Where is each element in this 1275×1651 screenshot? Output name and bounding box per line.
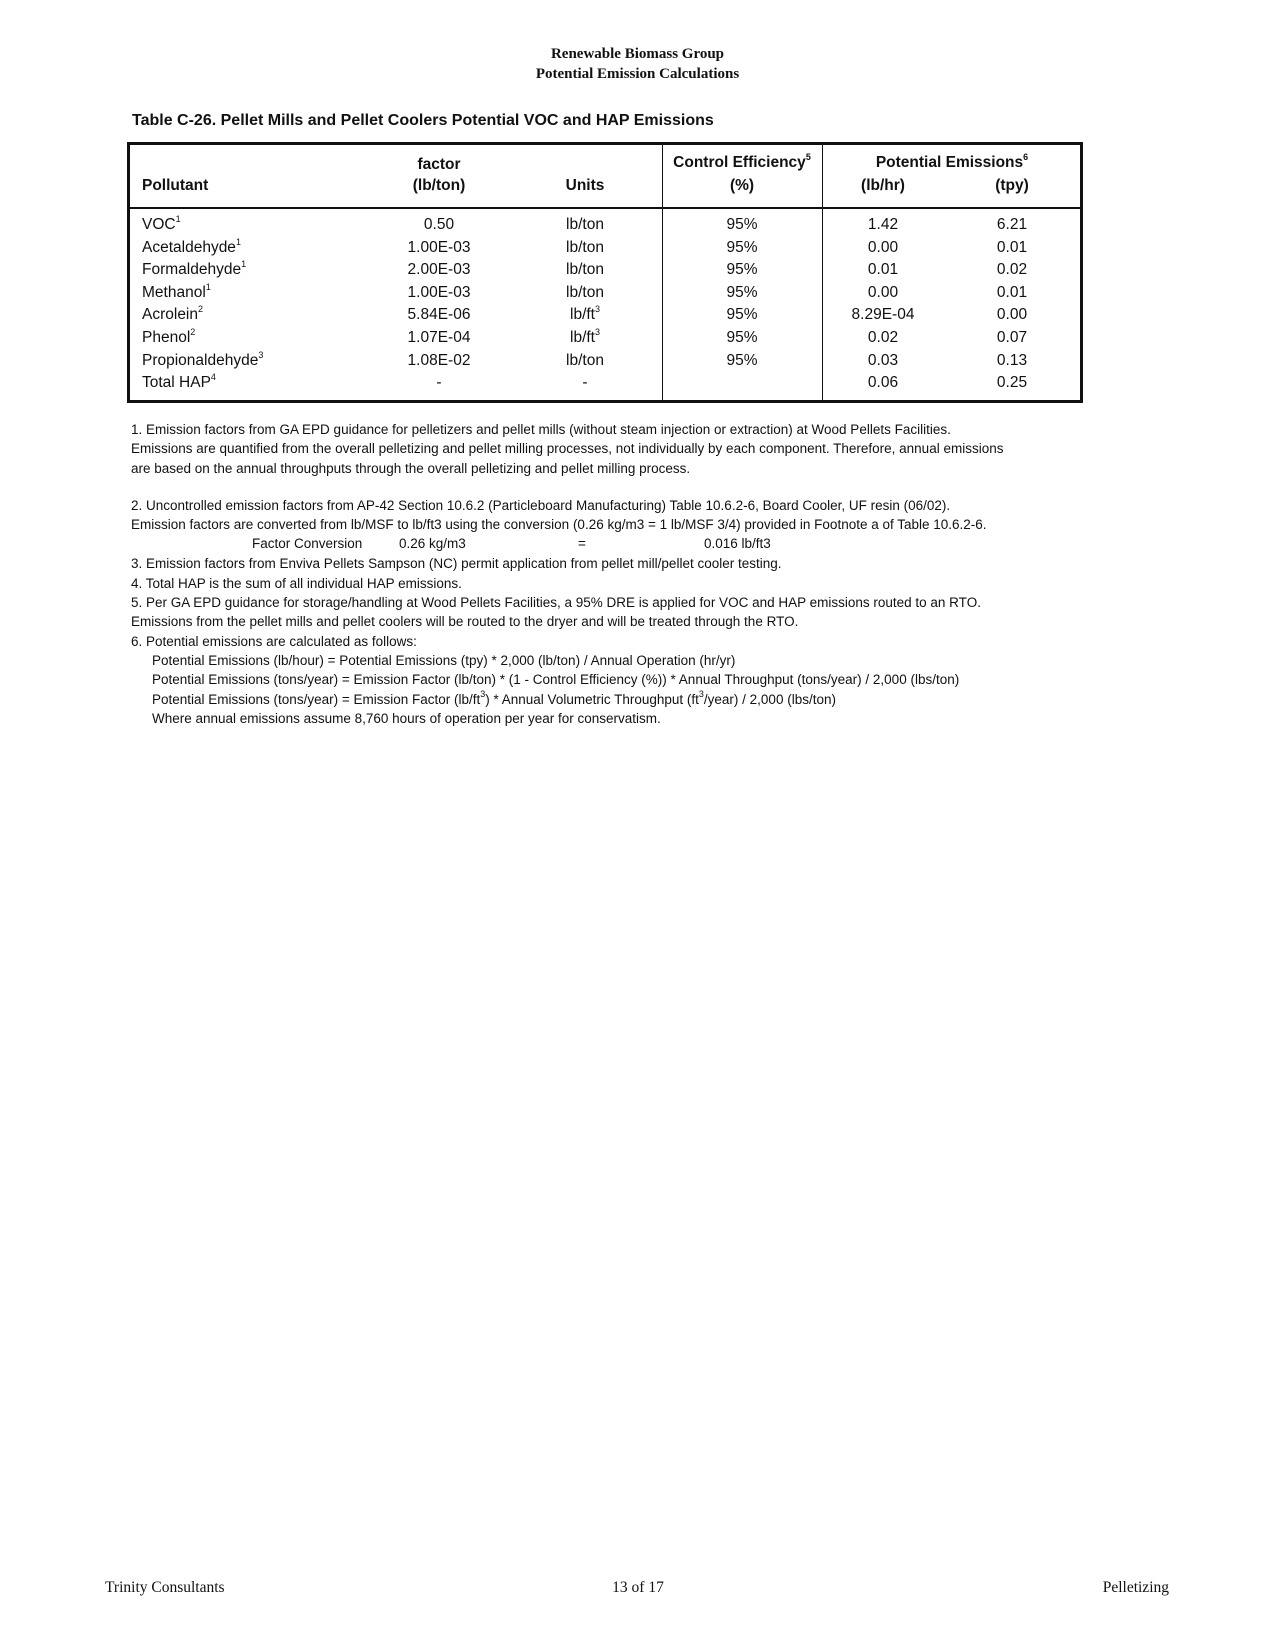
note-2-line-1: 2. Uncontrolled emission factors from AP-42 Section 10.6.2 (Particleboard Manufacturing) Table 10.6.2-6, Board Cooler, UF resin (06/02).: [131, 497, 951, 513]
tpy-cell: 0.07: [996, 329, 1028, 346]
pollutant-name: Methanol: [142, 283, 206, 301]
tpy-cell: 0.01: [996, 283, 1028, 301]
footer-section: Pelletizing: [1102, 1579, 1169, 1596]
note-1-line-3: are based on the annual throughputs through the overall pelletizing and pellet milling process.: [131, 460, 691, 476]
units-value: lb/ton: [566, 216, 604, 233]
factor-cell: 1.00E-03: [407, 238, 471, 256]
pollutant-cell: [142, 281, 211, 302]
units-cell: [566, 239, 604, 257]
pollutant-name: Propionaldehyde: [142, 351, 259, 369]
page-footer: [0, 1579, 1275, 1599]
footnote-ref: 4: [210, 372, 216, 383]
header-tpy: (tpy): [995, 177, 1029, 194]
conversion-equals: =: [578, 536, 586, 552]
units-value: lb/ton: [566, 351, 604, 369]
tpy-cell: 0.02: [996, 261, 1028, 279]
note-1-line-2: Emissions are quantified from the overall pelletizing and pellet milling processes, not individually by each component. Therefore, annual emissions: [131, 441, 1004, 457]
units-cell: [582, 374, 587, 392]
factor-conversion: [131, 534, 1091, 554]
tpy-cell: 0.00: [996, 306, 1028, 324]
lbhr-cell: 0.00: [867, 238, 899, 256]
factor-cell: 1.08E-02: [407, 351, 471, 369]
eff-cell: 95%: [726, 216, 758, 233]
page-number: 13 of 17: [612, 1579, 664, 1596]
note-5-line-1: 5. Per GA EPD guidance for storage/handling at Wood Pellets Facilities, a 95% DRE is applied for VOC and HAP emissions routed to an RTO.: [131, 595, 981, 611]
header-control-efficiency: [673, 154, 811, 172]
pollutant-cell: [142, 349, 264, 370]
table-title: Table C-26. Pellet Mills and Pellet Coolers Potential VOC and HAP Emissions: [132, 112, 714, 129]
pollutant-cell: [142, 306, 203, 324]
superscript: 3: [480, 688, 486, 699]
lbhr-cell: 8.29E-04: [851, 306, 915, 324]
column-divider: [662, 145, 663, 400]
header-potential-emissions-label: Potential Emissions: [875, 154, 1024, 171]
formula-part: ) * Annual Volumetric Throughput (ft: [485, 691, 699, 707]
pollutant-name: Acrolein: [142, 306, 198, 324]
footnote-ref: 5: [805, 152, 811, 162]
units-cell: [570, 329, 600, 347]
document-header: [0, 44, 1275, 84]
units-cell: [570, 306, 600, 324]
company-name: Renewable Biomass Group: [550, 46, 725, 62]
pollutant-name: Formaldehyde: [142, 261, 242, 279]
document-subtitle: Potential Emission Calculations: [535, 66, 740, 82]
tpy-cell: 0.01: [996, 238, 1028, 256]
factor-cell: -: [436, 374, 442, 392]
footer-company: Trinity Consultants: [105, 1579, 225, 1596]
footnote-ref: 1: [205, 281, 211, 292]
units-cell: [566, 352, 604, 370]
note-6-line-2: Potential Emissions (lb/hour) = Potential Emissions (tpy) * 2,000 (lb/ton) / Annual Operation (hr/yr): [152, 652, 736, 668]
lbhr-cell: 0.06: [867, 374, 899, 392]
units-value: lb/ton: [566, 261, 604, 279]
note-1-line-1: 1. Emission factors from GA EPD guidance for pelletizers and pellet mills (without steam injection or extraction) at Wood Pellets Facilities.: [131, 422, 951, 437]
header-factor: factor: [417, 156, 461, 173]
superscript: 3: [698, 688, 704, 699]
pollutant-cell: [142, 329, 195, 347]
units-cell: [566, 261, 604, 279]
emissions-table: [127, 142, 1083, 403]
conversion-left: 0.26 kg/m3: [399, 536, 466, 552]
lbhr-cell: 0.00: [867, 283, 899, 301]
note-4: 4. Total HAP is the sum of all individual HAP emissions.: [131, 575, 462, 591]
note-6-line-3: Potential Emissions (tons/year) = Emission Factor (lb/ton) * (1 - Control Efficiency (%)) * Annual Throughput (tons/year) / 2,000 (lbs/ton): [152, 672, 960, 688]
column-divider: [822, 145, 823, 400]
pollutant-cell: [142, 374, 216, 392]
header-potential-emissions: [876, 154, 1028, 172]
conversion-right: 0.016 lb/ft3: [704, 536, 771, 552]
header-pollutant: Pollutant: [142, 177, 209, 194]
units-value: lb/ft: [570, 306, 595, 324]
units-exponent: 3: [594, 327, 600, 337]
header-control-efficiency-unit: (%): [729, 177, 755, 194]
lbhr-cell: 0.01: [867, 261, 899, 279]
footnote-ref: 2: [198, 304, 204, 315]
factor-cell: 1.00E-03: [407, 283, 471, 301]
pollutant-cell: [142, 236, 241, 257]
eff-cell: 95%: [726, 261, 758, 279]
footnotes: [131, 420, 1091, 728]
pollutant-name: Phenol: [142, 329, 191, 346]
units-value: lb/ton: [566, 283, 604, 301]
units-value: -: [582, 374, 588, 392]
units-exponent: 3: [594, 304, 600, 315]
factor-cell: 2.00E-03: [407, 261, 471, 279]
lbhr-cell: 0.03: [867, 351, 899, 369]
pollutant-name: Total HAP: [142, 374, 211, 392]
formula-part: Potential Emissions (tons/year) = Emission Factor (lb/ft: [152, 691, 481, 707]
tpy-cell: 6.21: [996, 216, 1028, 233]
footnote-ref: 1: [235, 236, 241, 247]
formula-part: /year) / 2,000 (lbs/ton): [703, 691, 836, 707]
lbhr-cell: 1.42: [867, 216, 899, 233]
footnote-ref: 1: [241, 259, 247, 270]
tpy-cell: 0.25: [996, 374, 1028, 392]
eff-cell: 95%: [726, 329, 758, 346]
header-control-efficiency-label: Control Efficiency: [673, 154, 806, 171]
units-value: lb/ft: [570, 329, 595, 346]
note-2-line-2: Emission factors are converted from lb/MSF to lb/ft3 using the conversion (0.26 kg/m3 = 1 lb/MSF 3/4) provided in Footnote a of Table 10.6.2-6.: [131, 517, 987, 533]
eff-cell: 95%: [726, 351, 758, 369]
note-5-line-2: Emissions from the pellet mills and pellet coolers will be routed to the dryer and will be treated through the RTO.: [131, 614, 799, 630]
lbhr-cell: 0.02: [867, 329, 899, 346]
pollutant-cell: [142, 261, 246, 279]
eff-cell: 95%: [726, 238, 758, 256]
factor-cell: 1.07E-04: [407, 329, 471, 346]
note-3: 3. Emission factors from Enviva Pellets Sampson (NC) permit application from pellet mill/pellet cooler testing.: [131, 556, 782, 572]
tpy-cell: 0.13: [996, 351, 1028, 369]
eff-cell: 95%: [726, 306, 758, 324]
units-cell: [566, 284, 604, 302]
eff-cell: 95%: [726, 283, 758, 301]
footnote-ref: 2: [190, 327, 196, 337]
note-6-line-4: [131, 690, 1091, 709]
pollutant-name: Acetaldehyde: [142, 238, 236, 256]
header-units: Units: [565, 177, 605, 194]
pollutant-cell: [142, 216, 181, 234]
units-cell: [566, 216, 604, 234]
header-divider: [130, 207, 1080, 209]
footnote-ref: 6: [1023, 152, 1029, 162]
header-factor-unit: (lb/ton): [412, 177, 466, 194]
units-value: lb/ton: [566, 238, 604, 256]
note-6-line-5: Where annual emissions assume 8,760 hours of operation per year for conservatism.: [152, 710, 661, 726]
factor-cell: 5.84E-06: [407, 306, 471, 324]
footnote-ref: 3: [258, 349, 264, 360]
footnote-ref: 1: [175, 214, 181, 224]
header-lbhr: (lb/hr): [861, 177, 905, 194]
note-6-line-1: 6. Potential emissions are calculated as follows:: [131, 633, 417, 649]
pollutant-name: VOC: [142, 216, 176, 233]
factor-cell: 0.50: [423, 216, 455, 233]
conversion-label: Factor Conversion: [252, 536, 363, 552]
